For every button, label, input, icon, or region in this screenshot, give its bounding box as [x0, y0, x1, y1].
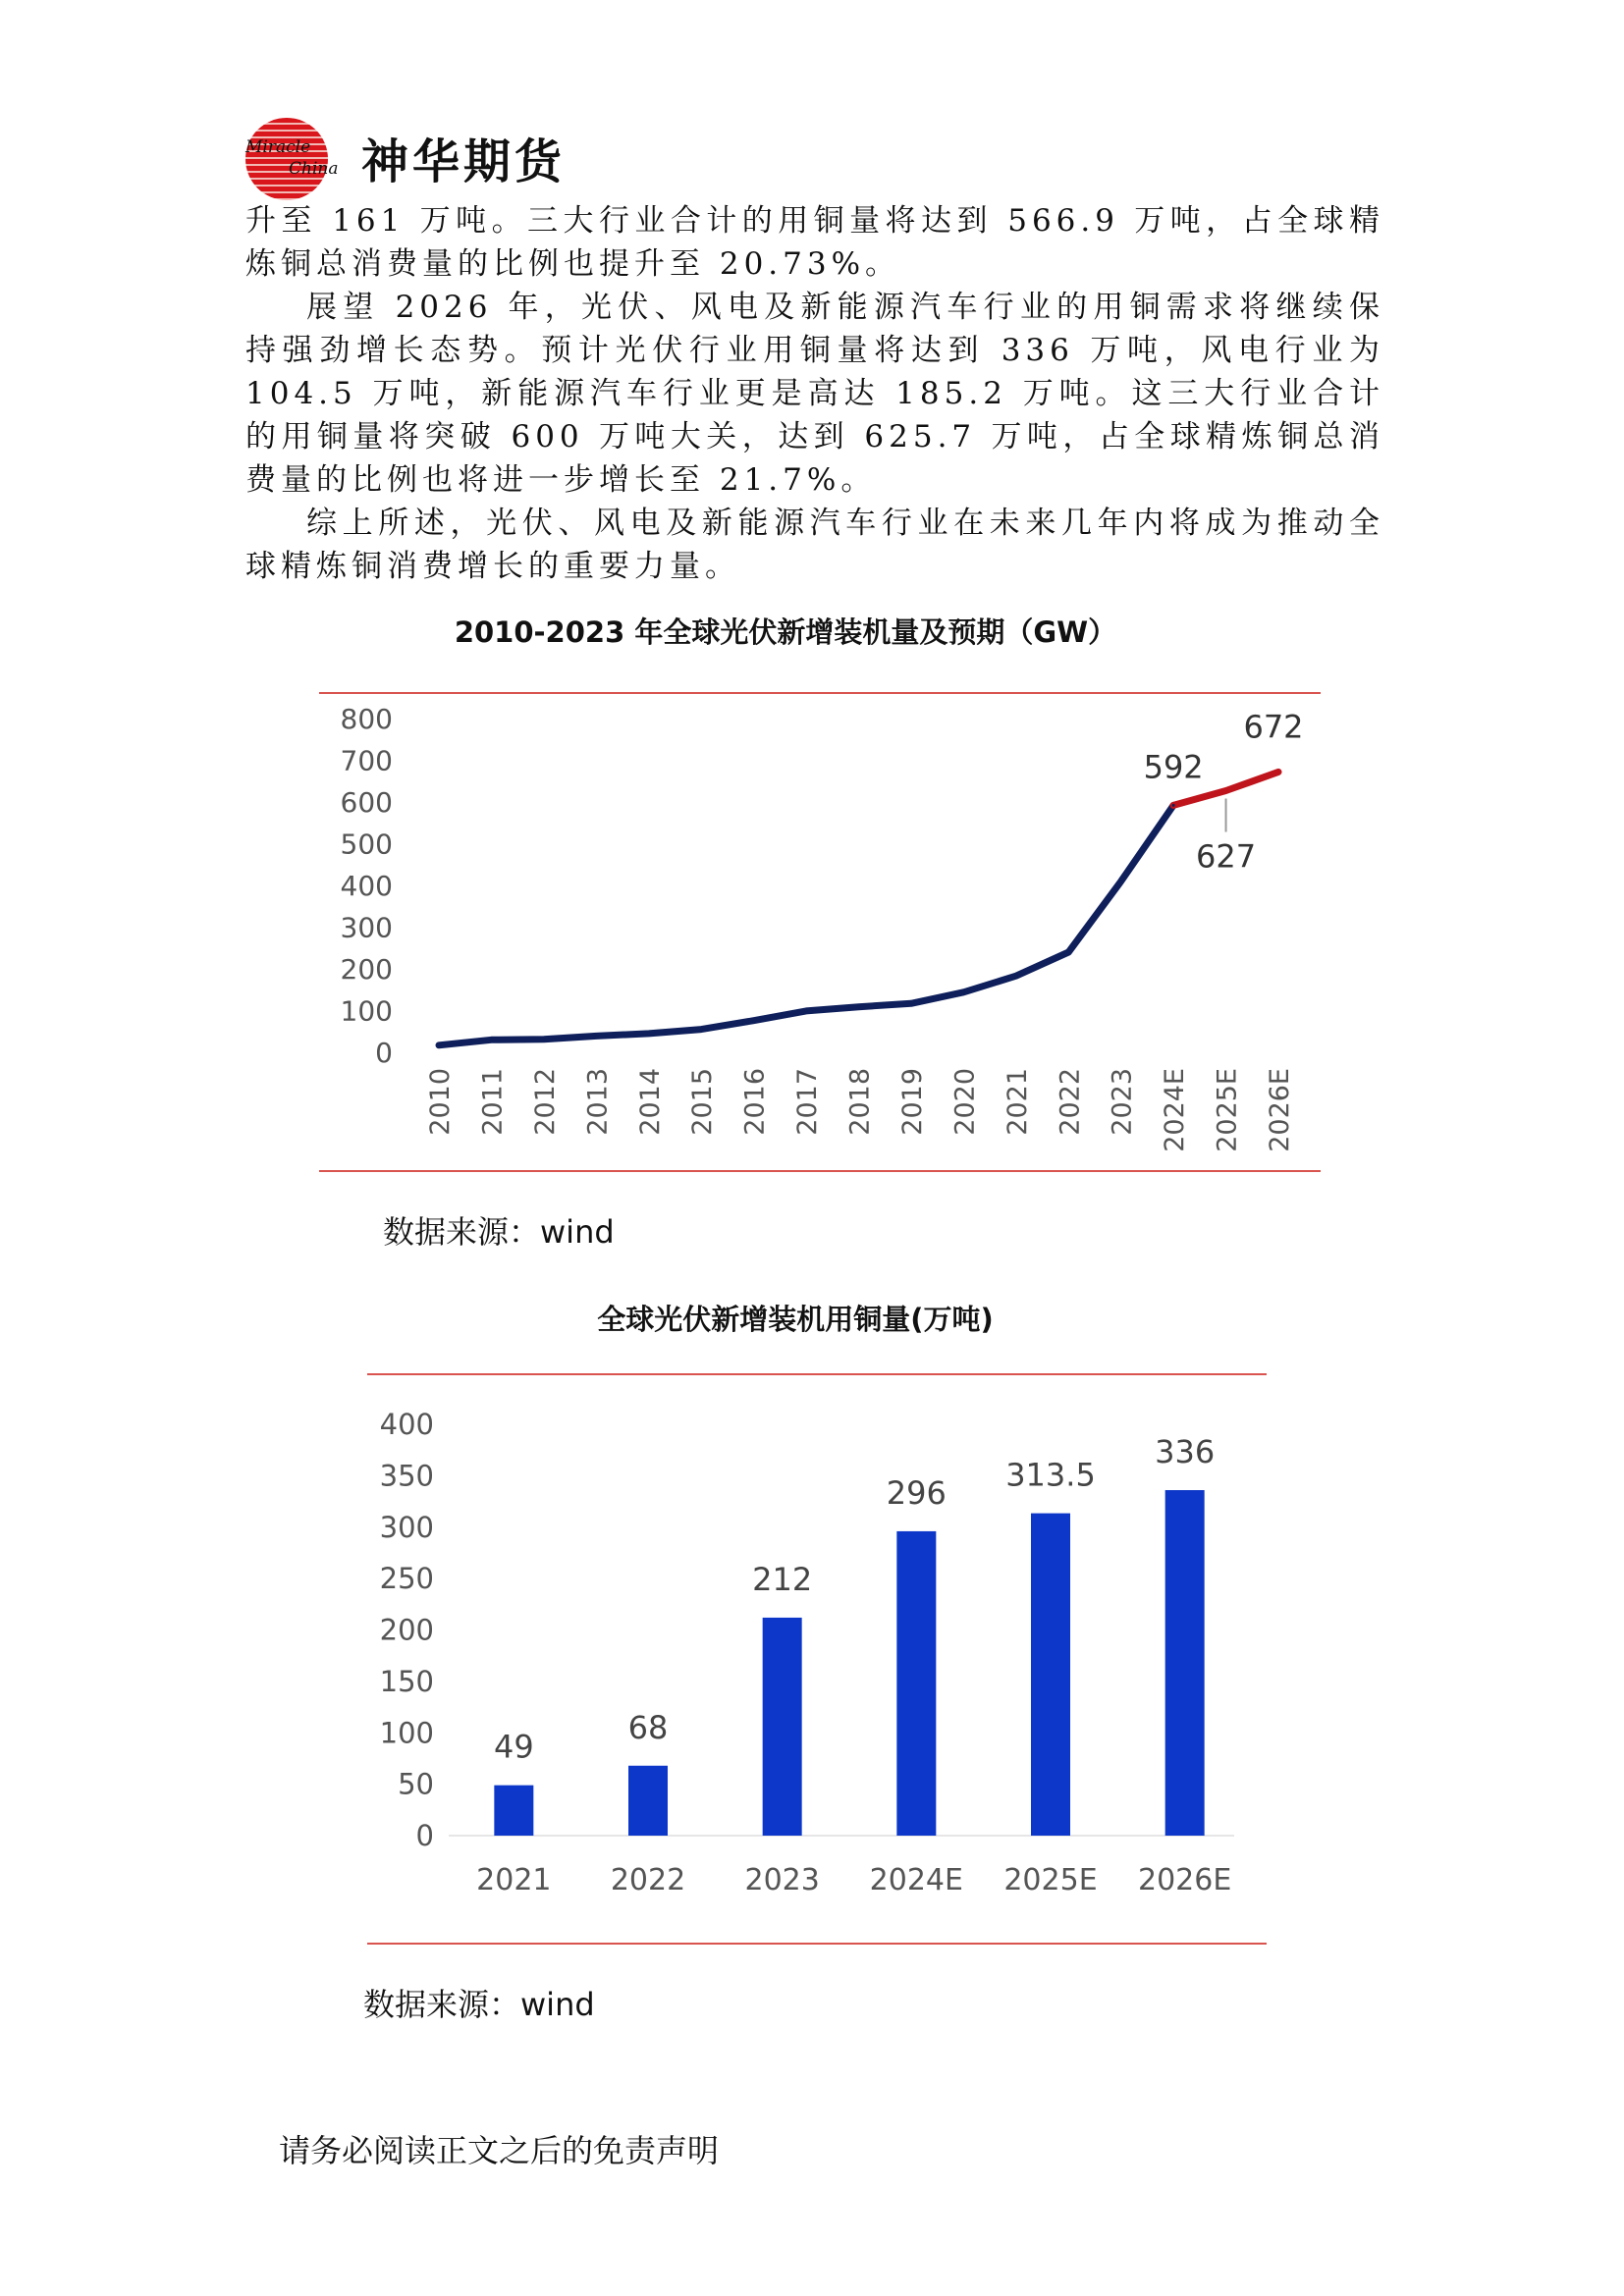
line-data-label: 672 — [1243, 708, 1304, 746]
line-chart-y-tick: 0 — [375, 1037, 393, 1069]
bar — [763, 1618, 802, 1836]
bar-data-label: 336 — [1155, 1433, 1216, 1471]
line-data-point — [490, 1039, 493, 1041]
line-chart-y-tick: 700 — [340, 744, 393, 777]
line-chart-x-tick: 2022 — [1055, 1068, 1086, 1136]
line-chart-x-tick: 2020 — [949, 1068, 981, 1136]
line-chart-x-tick: 2019 — [896, 1068, 928, 1136]
line-data-point — [1172, 804, 1175, 807]
bar-data-label: 296 — [886, 1473, 947, 1512]
line-chart-x-tick: 2010 — [425, 1068, 456, 1136]
line-chart-y-tick: 400 — [340, 870, 393, 902]
bar-chart-title: 全球光伏新增装机用铜量(万吨) — [597, 1303, 994, 1336]
bar — [494, 1786, 533, 1836]
line-chart-y-tick: 500 — [340, 828, 393, 861]
line-data-point — [962, 990, 965, 993]
line-chart-x-tick: 2013 — [582, 1068, 614, 1136]
line-chart-x-tick: 2024E — [1160, 1068, 1191, 1152]
line-data-point — [542, 1038, 545, 1041]
bar-chart-x-tick: 2021 — [476, 1863, 552, 1897]
bar — [1031, 1514, 1070, 1836]
bar-chart-y-tick: 0 — [415, 1819, 434, 1852]
line-chart-x-tick: 2021 — [1001, 1068, 1033, 1136]
line-chart-x-tick: 2025E — [1212, 1068, 1243, 1152]
bar-chart-y-tick: 200 — [379, 1613, 434, 1647]
bar — [1165, 1490, 1205, 1836]
line-data-point — [438, 1043, 441, 1046]
line-chart-y-tick: 200 — [340, 953, 393, 986]
bar-chart-x-tick: 2023 — [744, 1863, 820, 1897]
paragraph-1: 升至 161 万吨。三大行业合计的用铜量将达到 566.9 万吨，占全球精炼铜总消费量的比例也提升至 20.73%。 — [245, 203, 1384, 282]
line-data-point — [1224, 789, 1227, 792]
logo-text-line2: China — [289, 159, 339, 179]
line-chart-x-tick: 2016 — [739, 1068, 771, 1136]
logo-text-line1: Miracle — [245, 137, 311, 157]
line-data-point — [1067, 951, 1070, 954]
line-chart-x-tick: 2011 — [477, 1068, 509, 1136]
bar-chart-x-tick: 2022 — [610, 1863, 686, 1897]
line-data-point — [1119, 880, 1122, 882]
line-chart-y-tick: 100 — [340, 994, 393, 1028]
line-chart-x-tick: 2012 — [529, 1068, 561, 1136]
line-data-point — [909, 1002, 912, 1005]
body-text — [245, 199, 1384, 588]
line-chart-title: 2010-2023 年全球光伏新增装机量及预期（GW） — [454, 615, 1117, 649]
line-chart-y-tick: 800 — [340, 703, 393, 735]
bar-data-label: 313.5 — [1005, 1456, 1096, 1494]
bar-chart-y-tick: 350 — [379, 1459, 434, 1493]
line-chart-x-tick: 2023 — [1107, 1068, 1138, 1136]
line-chart-x-tick: 2018 — [844, 1068, 876, 1136]
line-series-historical — [439, 805, 1173, 1044]
bar-chart-x-tick: 2025E — [1003, 1863, 1098, 1897]
bar-data-label: 68 — [627, 1708, 669, 1746]
bar-data-label: 49 — [493, 1728, 534, 1766]
line-chart-source: 数据来源：wind — [383, 1213, 615, 1251]
bar-data-label: 212 — [752, 1560, 813, 1598]
line-data-point — [647, 1032, 650, 1035]
bar-chart-x-tick: 2026E — [1138, 1863, 1232, 1897]
paragraph-3: 综上所述，光伏、风电及新能源汽车行业在未来几年内将成为推动全球精炼铜消费增长的重要力量。 — [245, 506, 1384, 584]
line-data-label: 592 — [1143, 748, 1204, 786]
company-logo — [245, 116, 599, 194]
line-data-point — [595, 1035, 598, 1038]
line-data-label: 627 — [1196, 837, 1257, 876]
bar-chart — [365, 1369, 1269, 1949]
line-chart-x-tick: 2017 — [792, 1068, 824, 1136]
line-chart — [314, 687, 1326, 1178]
line-chart-y-tick: 300 — [340, 911, 393, 944]
company-name: 神华期货 — [361, 134, 567, 189]
line-data-point — [752, 1019, 755, 1022]
bar — [896, 1531, 936, 1836]
line-chart-x-tick: 2015 — [687, 1068, 719, 1136]
disclaimer-text: 请务必阅读正文之后的免责声明 — [279, 2132, 720, 2169]
bar-chart-y-tick: 300 — [379, 1510, 434, 1544]
bar — [628, 1766, 668, 1836]
line-data-point — [1277, 771, 1280, 774]
paragraph-2: 展望 2026 年，光伏、风电及新能源汽车行业的用铜需求将继续保持强劲增长态势。预计光伏行业用铜量将达到 336 万吨，风电行业为 104.5 万吨，新能源汽车行业更是高达 185.2 万吨。这三大行业合计的用铜量将突破 600 万吨大关，达到 625.7 万吨，占全球精炼铜总消费量的比例也将进一步增长至 21.7%。 — [245, 290, 1384, 498]
line-chart-x-tick: 2026E — [1265, 1068, 1295, 1152]
bar-chart-y-tick: 100 — [379, 1716, 434, 1750]
bar-chart-y-tick: 250 — [379, 1562, 434, 1596]
line-data-point — [700, 1028, 703, 1031]
line-chart-x-tick: 2014 — [634, 1068, 666, 1136]
bar-chart-y-tick: 50 — [398, 1767, 434, 1801]
line-data-point — [805, 1009, 808, 1012]
line-chart-y-tick: 600 — [340, 786, 393, 819]
bar-chart-y-tick: 400 — [379, 1408, 434, 1441]
bar-chart-y-tick: 150 — [379, 1664, 434, 1698]
line-data-point — [1014, 975, 1017, 978]
bar-chart-source: 数据来源：wind — [363, 1986, 595, 2023]
bar-chart-x-tick: 2024E — [869, 1863, 963, 1897]
line-data-point — [857, 1005, 860, 1008]
